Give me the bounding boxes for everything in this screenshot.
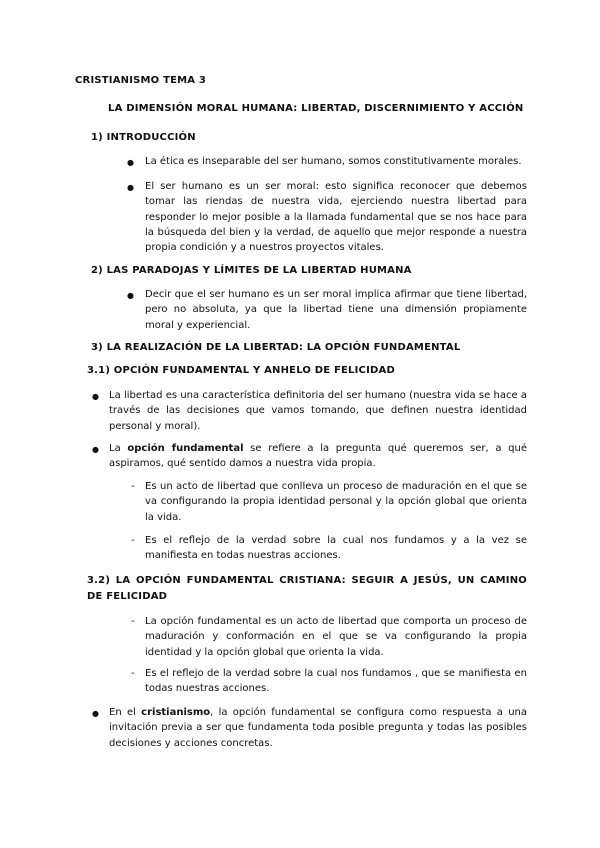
dash-glyph: -	[131, 616, 135, 627]
item-text: se refiere a la pregunta qué queremos ser, a qué aspiramos, qué sentido damos a nuestra vida propia.	[109, 443, 527, 470]
dash-glyph: -	[131, 481, 135, 492]
list-item: Es el reflejo de la verdad sobre la cual nos fundamos y a la vez se manifiesta en todas nuestras acciones.	[145, 535, 527, 562]
bullet-glyph: ●	[127, 158, 134, 167]
list-item: El ser humano es un ser moral: esto significa reconocer que debemos tomar las riendas de nuestra vida, ejerciendo nuestra libertad para responder lo mejor posible a la llamada fundamental que se nos hace para la búsqueda del bien y la verdad, de aquello que mejor responde a nuestra propia condición y a nuestros proyectos vitales.	[145, 181, 527, 254]
bullet-glyph: ●	[92, 709, 99, 718]
section-3-2-heading: 3.2) LA OPCIÓN FUNDAMENTAL CRISTIANA: SEGUIR A JESÚS, UN CAMINO DE FELICIDAD	[87, 575, 527, 602]
list-item	[109, 705, 527, 751]
list-item: Decir que el ser humano es un ser moral implica afirmar que tiene libertad, pero no absoluta, ya que la libertad tiene una dimensión propiamente moral y experiencial.	[145, 289, 527, 331]
list-item: La libertad es una característica definitoria del ser humano (nuestra vida se hace a través de las decisiones que vamos tomando, que definen nuestra identidad personal y moral).	[109, 390, 527, 432]
doc-subtitle: LA DIMENSIÓN MORAL HUMANA: LIBERTAD, DISCERNIMIENTO Y ACCIÓN	[108, 103, 524, 114]
bullet-glyph: ●	[127, 183, 134, 192]
section-3-1-heading: 3.1) OPCIÓN FUNDAMENTAL Y ANHELO DE FELICIDAD	[87, 365, 395, 376]
list-item: Es el reflejo de la verdad sobre la cual nos fundamos , que se manifiesta en todas nuestras acciones.	[145, 668, 527, 695]
dash-glyph: -	[131, 535, 135, 546]
doc-title: CRISTIANISMO TEMA 3	[75, 75, 207, 86]
bullet-glyph: ●	[92, 392, 99, 401]
item-text: , la opción fundamental se configura como respuesta a una invitación previa a ser que fundamenta toda posible pregunta y todas las posibles decisiones y acciones concretas.	[109, 707, 527, 749]
bullet-glyph: ●	[92, 445, 99, 454]
list-item	[109, 441, 527, 472]
item-text: En el	[109, 707, 142, 718]
list-item: La ética es inseparable del ser humano, somos constitutivamente morales.	[145, 156, 522, 167]
dash-glyph: -	[131, 668, 135, 679]
section-1-heading: 1) INTRODUCCIÓN	[91, 132, 196, 143]
item-emphasis: cristianismo	[141, 707, 211, 718]
section-2-heading: 2) LAS PARADOJAS Y LÍMITES DE LA LIBERTAD HUMANA	[91, 265, 412, 276]
bullet-glyph: ●	[127, 291, 134, 300]
section-3-heading: 3) LA REALIZACIÓN DE LA LIBERTAD: LA OPCIÓN FUNDAMENTAL	[91, 342, 461, 353]
list-item: La opción fundamental es un acto de libertad que comporta un proceso de maduración y conformación en el que se va configurando la propia identidad y la opción global que orienta la vida.	[145, 616, 527, 658]
list-item: Es un acto de libertad que conlleva un proceso de maduración en el que se va configurando la propia identidad personal y la opción global que orienta la vida.	[145, 481, 527, 523]
item-text: La	[109, 443, 128, 454]
item-emphasis: opción fundamental	[127, 443, 244, 454]
